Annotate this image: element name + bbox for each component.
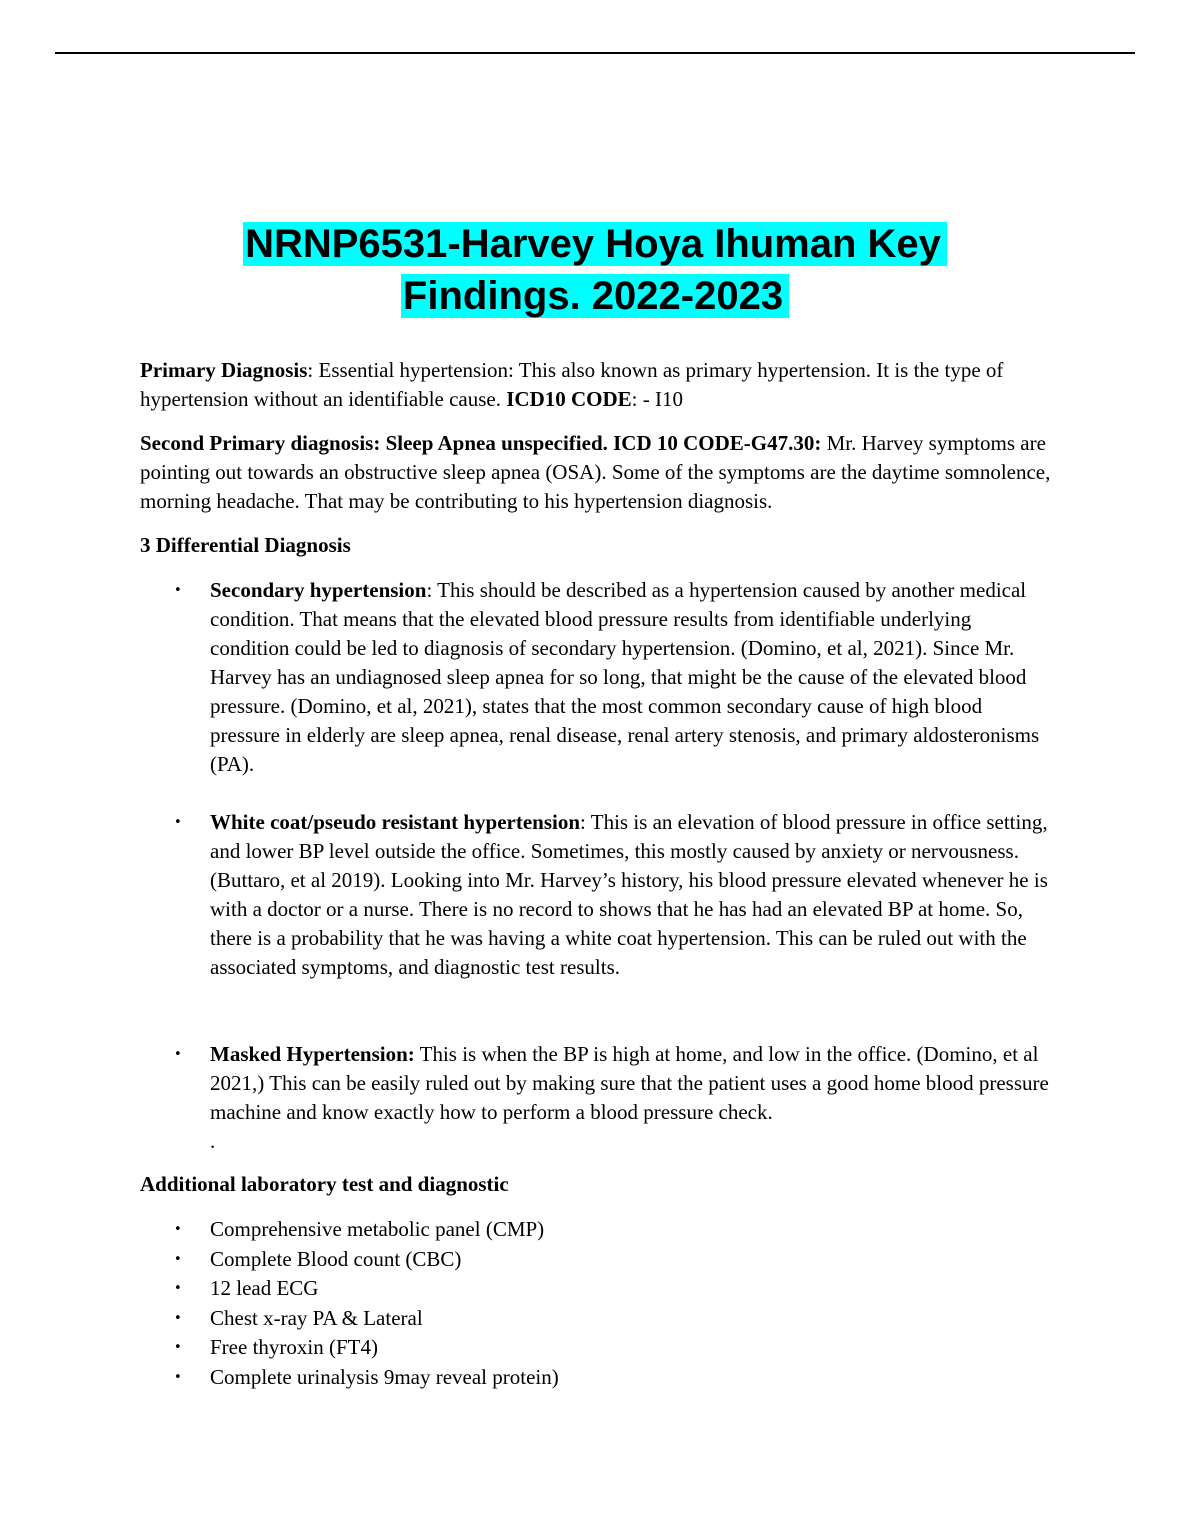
differential-item-label: Secondary hypertension [210,578,427,602]
labs-heading: Additional laboratory test and diagnostic [140,1172,509,1196]
labs-list [140,1215,1052,1392]
lab-item: • 12 lead ECG [140,1274,1052,1304]
differential-item [140,1040,1052,1127]
icd10-code-value: : - I10 [631,387,683,411]
bullet-icon: • [174,1310,182,1326]
bullet-icon: • [174,1047,182,1062]
bullet-icon: • [174,583,182,598]
document-title [0,218,1190,322]
differential-heading: 3 Differential Diagnosis [140,533,351,557]
primary-diagnosis-text: : Essential hypertension: This also known as primary hypertension. It is the type of hypertension without an identifiable cause. [140,358,1004,411]
trailing-period: . [210,1129,216,1153]
lab-item: • Free thyroxin (FT4) [140,1333,1052,1363]
lab-item: • Comprehensive metabolic panel (CMP) [140,1215,1052,1245]
differential-item-text: : This is an elevation of blood pressure in office setting, and lower BP level outside the office. Sometimes, this mostly caused by anxiety or nervousness. (Buttaro, et al 2019). Looking into Mr. Harvey’s history, his blood pressure elevated whenever he is with a doctor or a nurse. There is no record to shows that he has had an elevated BP at home. So, there is a probability that he was having a white coat hypertension. This can be ruled out with the associated symptoms, and diagnostic test results. [210,810,1048,979]
bullet-icon: • [174,1369,182,1385]
differential-item-text: This is when the BP is high at home, and low in the office. (Domino, et al 2021,) This can be easily ruled out by making sure that the patient uses a good home blood pressure machine and know exactly how to perform a blood pressure check. [210,1042,1049,1124]
differential-item-label: Masked Hypertension: [210,1042,415,1066]
second-diagnosis-text: Mr. Harvey symptoms are pointing out towards an obstructive sleep apnea (OSA). Some of the symptoms are the daytime somnolence, morning headache. That may be contributing to his hypertension diagnosis. [140,431,1051,513]
icd10-code-label: ICD10 CODE [506,387,632,411]
differential-item [140,808,1052,982]
differential-item [140,576,1052,779]
second-diagnosis-paragraph [140,429,1052,516]
differential-item-label: White coat/pseudo resistant hypertension [210,810,581,834]
bullet-icon: • [174,815,182,830]
document-body [140,356,1052,1392]
primary-diagnosis-label: Primary Diagnosis [140,358,308,382]
header-rule [55,52,1135,54]
primary-diagnosis-paragraph [140,356,1052,414]
second-diagnosis-label: Second Primary diagnosis: Sleep Apnea unspecified. ICD 10 CODE-G47.30: [140,431,822,455]
differential-list [140,576,1052,1127]
bullet-icon: • [174,1340,182,1355]
differential-item-text: : This should be described as a hypertension caused by another medical condition. That means that the elevated blood pressure results from identifiable underlying condition could be led to diagnosis of secondary hypertension. (Domino, et al, 2021). Since Mr. Harvey has an undiagnosed sleep apnea for so long, that might be the cause of the elevated blood pressure. (Domino, et al, 2021), states that the most common secondary cause of high blood pressure in elderly are sleep apnea, renal disease, renal artery stenosis, and primary aldosteronisms (PA). [210,578,1040,776]
lab-item: • Complete urinalysis 9may reveal protein) [140,1363,1052,1393]
bullet-icon: • [174,1251,182,1267]
title-line-2: Findings. 2022-2023 [401,274,789,318]
bullet-icon: • [174,1222,182,1237]
lab-item: • Chest x-ray PA & Lateral [140,1304,1052,1334]
title-line-1: NRNP6531-Harvey Hoya Ihuman Key [243,222,947,266]
bullet-icon: • [174,1281,182,1296]
lab-item: • Complete Blood count (CBC) [140,1245,1052,1275]
